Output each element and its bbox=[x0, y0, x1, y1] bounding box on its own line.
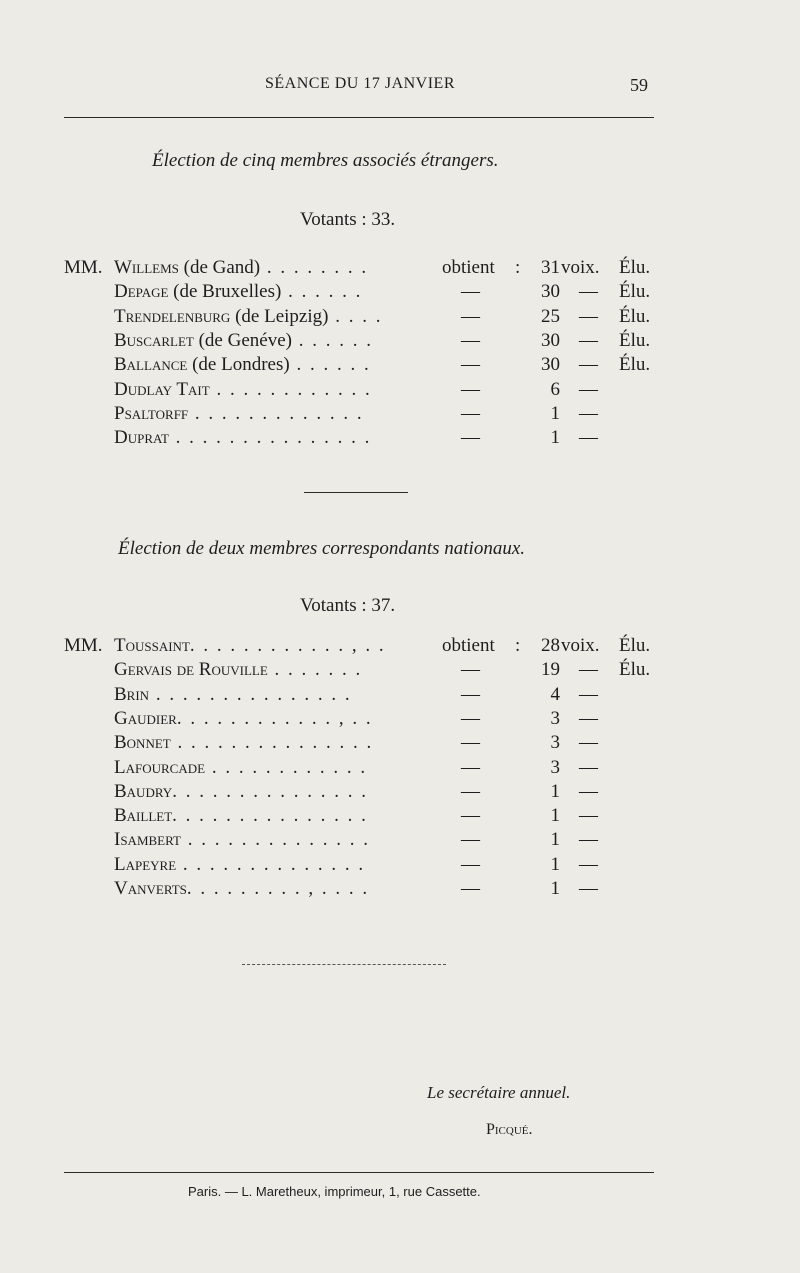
printer-imprint: Paris. — L. Maretheux, imprimeur, 1, rue Cassette. bbox=[188, 1184, 481, 1199]
vote-count: 31 bbox=[541, 257, 560, 278]
voix-label: voix. bbox=[561, 257, 600, 278]
result-row bbox=[64, 306, 664, 330]
result-row bbox=[64, 854, 664, 878]
ditto-dash: — bbox=[579, 683, 598, 705]
ditto-dash: — bbox=[579, 354, 598, 376]
candidate-name: Bonnet bbox=[114, 732, 171, 754]
ditto-dash: — bbox=[579, 805, 598, 827]
result-row bbox=[64, 281, 664, 305]
elected-status: Élu. bbox=[619, 659, 651, 681]
candidate-name: Isambert bbox=[114, 829, 181, 851]
vote-count: 6 bbox=[550, 378, 560, 400]
leader-dots: . . . . . . . . . . . . . . . bbox=[170, 732, 374, 754]
ditto-dash: — bbox=[461, 683, 480, 705]
leader-dots: . . . . . . . . . . . . , . . bbox=[176, 707, 373, 729]
end-divider bbox=[242, 964, 446, 965]
ditto-dash: — bbox=[579, 378, 598, 400]
candidate-name: Ballance bbox=[114, 354, 188, 376]
vote-count: 3 bbox=[550, 732, 560, 754]
leader-dots: . . . . . . bbox=[291, 329, 373, 351]
elected-status: Élu. bbox=[619, 257, 651, 278]
members-prefix: MM. bbox=[64, 635, 103, 656]
obtient-label: obtient bbox=[442, 635, 495, 656]
elected-status: Élu. bbox=[619, 635, 651, 656]
ditto-dash: — bbox=[461, 402, 480, 424]
elected-status: Élu. bbox=[619, 354, 651, 376]
candidate-name: Buscarlet bbox=[114, 329, 194, 351]
candidate-entry bbox=[114, 708, 373, 730]
ditto-dash: — bbox=[461, 329, 480, 351]
leader-dots: . . . . bbox=[328, 305, 383, 327]
leader-dots: . . . . . . . . . . . . . . bbox=[180, 829, 370, 851]
vote-count: 1 bbox=[550, 829, 560, 851]
vote-count: 1 bbox=[550, 853, 560, 875]
section1-votants: Votants : 33. bbox=[300, 209, 396, 230]
candidate-name: Gaudier bbox=[114, 707, 177, 729]
ditto-dash: — bbox=[461, 427, 480, 449]
leader-dots: . . . . . . . . . . . . , . . bbox=[189, 635, 386, 656]
ditto-dash: — bbox=[461, 829, 480, 851]
candidate-entry bbox=[114, 805, 368, 827]
vote-count: 19 bbox=[541, 659, 560, 681]
candidate-entry bbox=[114, 257, 368, 279]
leader-dots: . . . . . . . . . . . . . . . bbox=[172, 780, 368, 802]
leader-dots: . . . . . . bbox=[281, 281, 363, 303]
candidate-name: Dudlay Tait bbox=[114, 378, 210, 400]
candidate-name: Lafourcade bbox=[114, 756, 206, 778]
leader-dots: . . . . . . . . . , . . . . bbox=[186, 878, 370, 899]
candidate-entry bbox=[114, 427, 371, 449]
ditto-dash: — bbox=[461, 659, 480, 681]
ditto-dash: — bbox=[579, 829, 598, 851]
leader-dots: . . . . . . . . . . . . . . . bbox=[168, 427, 372, 449]
result-row bbox=[64, 354, 664, 378]
ditto-dash: — bbox=[461, 281, 480, 303]
ditto-dash: — bbox=[579, 281, 598, 303]
candidate-city: (de Genéve) bbox=[198, 329, 292, 351]
candidate-name: Psaltorff bbox=[114, 402, 189, 424]
result-row bbox=[64, 257, 664, 281]
vote-count: 25 bbox=[541, 305, 560, 327]
ditto-dash: — bbox=[461, 853, 480, 875]
leader-dots: . . . . . . . . bbox=[260, 257, 369, 278]
candidate-name: Brin bbox=[114, 683, 150, 705]
ditto-dash: — bbox=[579, 780, 598, 802]
page-number: 59 bbox=[630, 75, 648, 95]
vote-count: 1 bbox=[550, 402, 560, 424]
leader-dots: . . . . . . . bbox=[267, 659, 363, 681]
candidate-entry bbox=[114, 379, 372, 401]
colon: : bbox=[515, 257, 521, 278]
elected-status: Élu. bbox=[619, 329, 651, 351]
candidate-city: (de Gand) bbox=[183, 257, 261, 278]
ditto-dash: — bbox=[461, 805, 480, 827]
ditto-dash: — bbox=[579, 329, 598, 351]
vote-count: 30 bbox=[541, 281, 560, 303]
leader-dots: . . . . . . . . . . . . bbox=[205, 756, 368, 778]
vote-count: 30 bbox=[541, 329, 560, 351]
candidate-entry bbox=[114, 854, 365, 876]
vote-count: 1 bbox=[550, 805, 560, 827]
leader-dots: . . . . . . . . . . . . . . bbox=[176, 853, 366, 875]
candidate-entry bbox=[114, 635, 386, 657]
ditto-dash: — bbox=[579, 659, 598, 681]
candidate-entry bbox=[114, 306, 382, 328]
ditto-dash: — bbox=[461, 305, 480, 327]
candidate-entry bbox=[114, 684, 352, 706]
ditto-dash: — bbox=[461, 878, 480, 899]
elected-status: Élu. bbox=[619, 281, 651, 303]
leader-dots: . . . . . . . . . . . . bbox=[209, 378, 372, 400]
ditto-dash: — bbox=[461, 756, 480, 778]
vote-count: 1 bbox=[550, 878, 560, 899]
candidate-name: Baudry bbox=[114, 780, 173, 802]
candidate-name: Baillet bbox=[114, 805, 173, 827]
candidate-name: Vanverts bbox=[114, 878, 187, 899]
candidate-city: (de Londres) bbox=[192, 354, 290, 376]
voix-label: voix. bbox=[561, 635, 600, 656]
result-row bbox=[64, 708, 664, 732]
ditto-dash: — bbox=[579, 878, 598, 899]
candidate-entry bbox=[114, 330, 373, 352]
elected-status: Élu. bbox=[619, 305, 651, 327]
ditto-dash: — bbox=[461, 780, 480, 802]
result-row bbox=[64, 732, 664, 756]
candidate-entry bbox=[114, 732, 373, 754]
ditto-dash: — bbox=[461, 378, 480, 400]
result-row bbox=[64, 684, 664, 708]
candidate-entry bbox=[114, 829, 370, 851]
candidate-name: Depage bbox=[114, 281, 169, 303]
section2-votants: Votants : 37. bbox=[300, 595, 396, 616]
candidate-name: Trendelenburg bbox=[114, 305, 231, 327]
leader-dots: . . . . . . . . . . . . . . . bbox=[149, 683, 352, 705]
leader-dots: . . . . . . bbox=[289, 354, 371, 376]
section2-title: Élection de deux membres correspondants nationaux. bbox=[118, 538, 526, 559]
candidate-name: Lapeyre bbox=[114, 853, 177, 875]
vote-count: 3 bbox=[550, 707, 560, 729]
ditto-dash: — bbox=[461, 732, 480, 754]
candidate-name: Toussaint bbox=[114, 635, 190, 656]
result-row bbox=[64, 635, 664, 659]
candidate-name: Duprat bbox=[114, 427, 169, 449]
secretary-name: Picqué. bbox=[486, 1121, 533, 1138]
result-row bbox=[64, 379, 664, 403]
header-rule bbox=[64, 117, 654, 118]
leader-dots: . . . . . . . . . . . . . . . bbox=[172, 805, 368, 827]
ditto-dash: — bbox=[579, 427, 598, 449]
candidate-entry bbox=[114, 281, 362, 303]
result-row bbox=[64, 757, 664, 781]
secretary-role: Le secrétaire annuel. bbox=[427, 1083, 571, 1102]
candidate-name: Gervais de Rouville bbox=[114, 659, 268, 681]
obtient-label: obtient bbox=[442, 257, 495, 278]
candidate-entry bbox=[114, 354, 371, 376]
ditto-dash: — bbox=[579, 732, 598, 754]
vote-count: 4 bbox=[550, 683, 560, 705]
vote-count: 28 bbox=[541, 635, 560, 656]
ditto-dash: — bbox=[579, 756, 598, 778]
members-prefix: MM. bbox=[64, 257, 103, 278]
vote-count: 1 bbox=[550, 780, 560, 802]
ditto-dash: — bbox=[579, 707, 598, 729]
candidate-name: Willems bbox=[114, 257, 179, 278]
colon: : bbox=[515, 635, 521, 656]
ditto-dash: — bbox=[579, 402, 598, 424]
footer-rule bbox=[64, 1172, 654, 1173]
running-header: SÉANCE DU 17 JANVIER bbox=[265, 75, 455, 92]
result-row bbox=[64, 403, 664, 427]
candidate-entry bbox=[114, 757, 367, 779]
vote-count: 30 bbox=[541, 354, 560, 376]
result-row bbox=[64, 659, 664, 683]
result-row bbox=[64, 330, 664, 354]
ditto-dash: — bbox=[461, 707, 480, 729]
candidate-city: (de Bruxelles) bbox=[173, 281, 282, 303]
candidate-entry bbox=[114, 878, 369, 900]
result-row bbox=[64, 829, 664, 853]
vote-count: 3 bbox=[550, 756, 560, 778]
result-row bbox=[64, 805, 664, 829]
section-divider bbox=[304, 492, 408, 493]
result-row bbox=[64, 878, 664, 902]
result-row bbox=[64, 781, 664, 805]
candidate-entry bbox=[114, 781, 368, 803]
section1-title: Élection de cinq membres associés étrangers. bbox=[152, 150, 499, 171]
ditto-dash: — bbox=[461, 354, 480, 376]
result-row bbox=[64, 427, 664, 451]
candidate-entry bbox=[114, 659, 362, 681]
leader-dots: . . . . . . . . . . . . . bbox=[188, 402, 364, 424]
candidate-entry bbox=[114, 403, 364, 425]
candidate-city: (de Leipzig) bbox=[235, 305, 329, 327]
ditto-dash: — bbox=[579, 853, 598, 875]
ditto-dash: — bbox=[579, 305, 598, 327]
vote-count: 1 bbox=[550, 427, 560, 449]
